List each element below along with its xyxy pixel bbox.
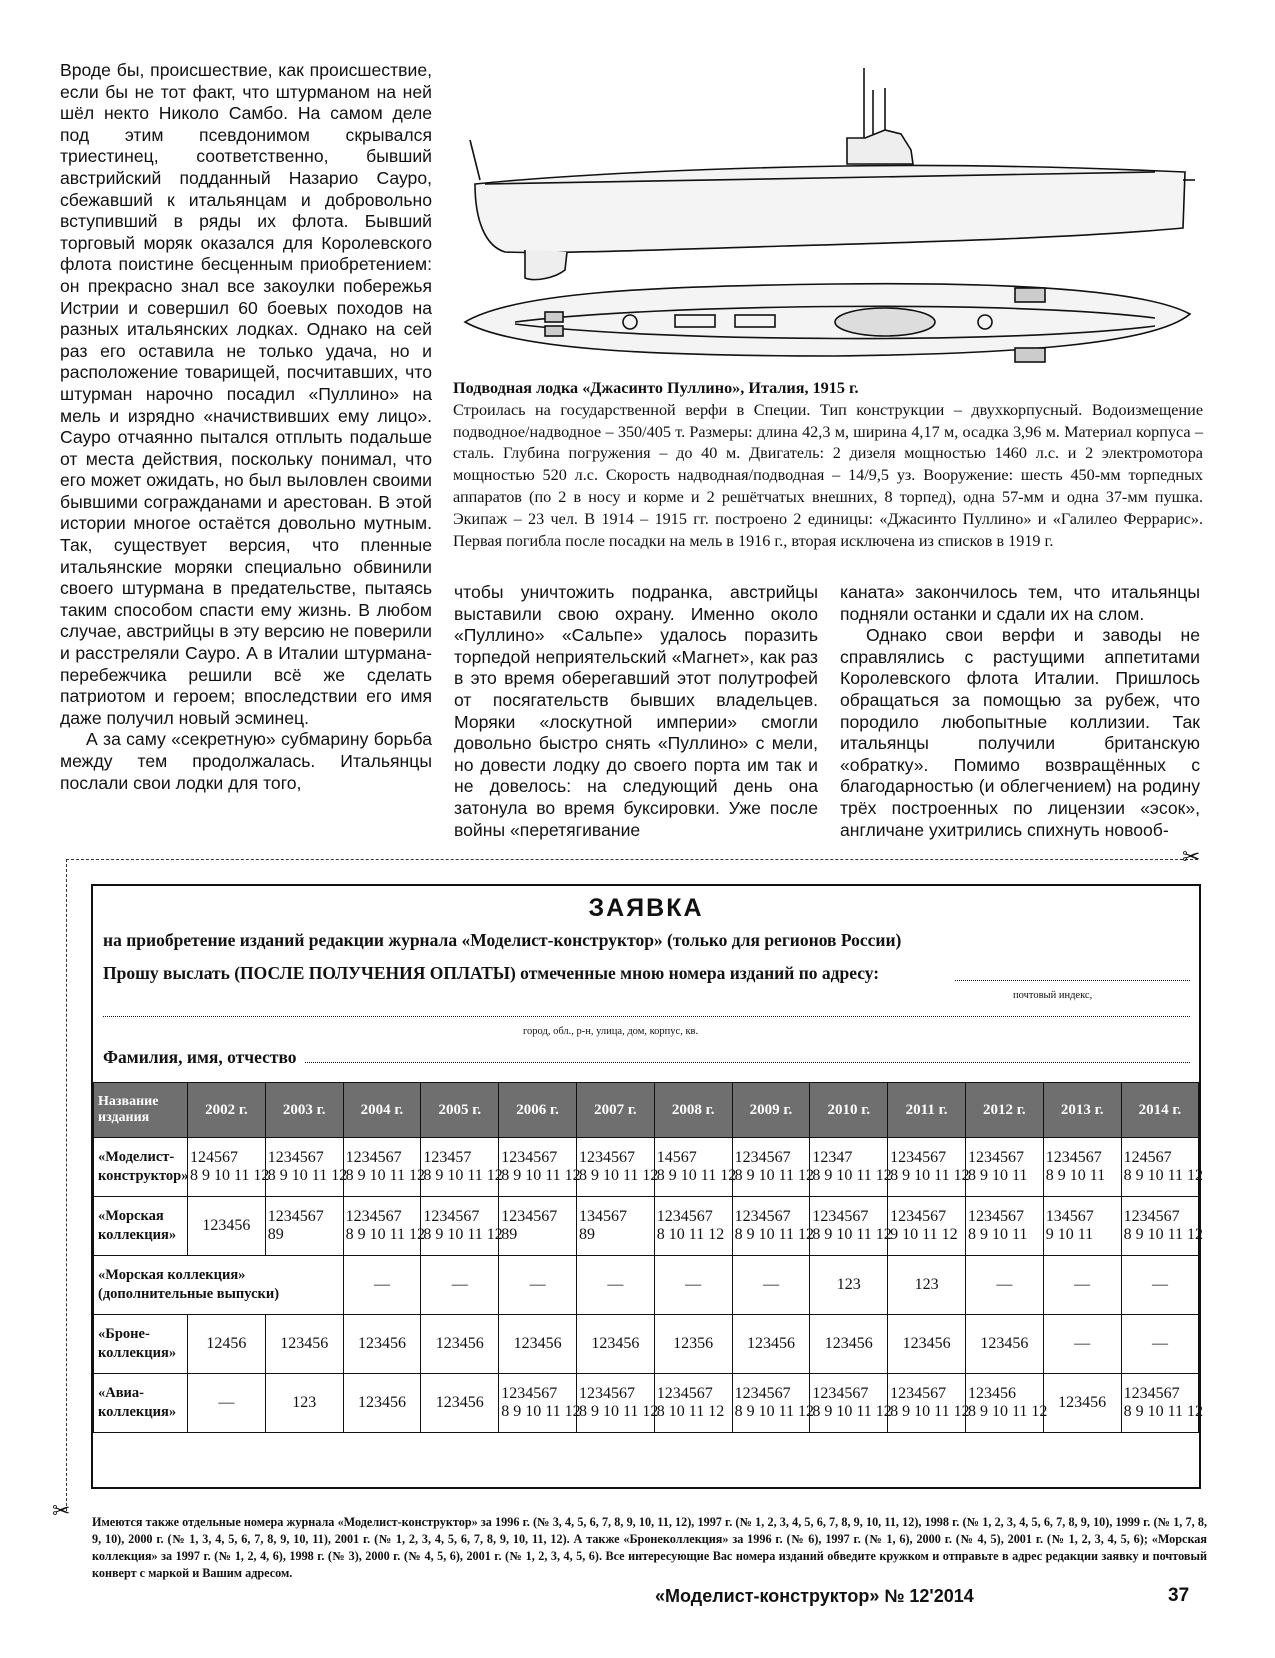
issue-numbers-line: 1234567 [578, 1385, 635, 1402]
issue-numbers-line: 1234567 [267, 1208, 324, 1225]
address-hint: город, обл., р-н, улица, дом, корпус, кв. [523, 1026, 699, 1037]
bow-rail [470, 140, 480, 180]
issue-cell[interactable] [810, 1374, 892, 1433]
issue-numbers-line: — [1074, 1276, 1091, 1293]
issue-numbers-line: — [451, 1276, 468, 1293]
issue-numbers-line: 8 9 10 11 12 [267, 1167, 348, 1184]
issue-numbers-line: 124567 [1123, 1149, 1172, 1166]
issue-numbers-line: 8 10 11 12 [656, 1403, 725, 1420]
issue-cell[interactable] [343, 1197, 425, 1256]
issue-cell[interactable] [810, 1138, 892, 1197]
issue-numbers-line: 8 9 10 11 12 [734, 1226, 814, 1243]
issue-numbers-line: 89 [267, 1226, 284, 1243]
header-year-cell: 2010 г. [810, 1083, 888, 1138]
issue-numbers-line: 14567 [656, 1149, 697, 1166]
issue-cell[interactable] [654, 1197, 732, 1256]
issue-cell[interactable] [343, 1315, 421, 1374]
header-name-cell: Название издания [94, 1083, 188, 1138]
issue-cell[interactable] [188, 1197, 266, 1256]
issue-numbers-line: 123456 [980, 1335, 1029, 1352]
header-year-cell: 2011 г. [888, 1083, 966, 1138]
order-request-text: Прошу выслать (ПОСЛЕ ПОЛУЧЕНИЯ ОПЛАТЫ) отмеченные мною номера изданий по адресу: [103, 963, 880, 983]
issue-cell[interactable] [421, 1138, 503, 1197]
issue-numbers-line: 8 9 10 11 12 [578, 1403, 659, 1420]
issue-numbers-line: 8 9 10 11 12 [345, 1167, 425, 1184]
header-year-cell: 2009 г. [732, 1083, 810, 1138]
header-year-cell: 2008 г. [654, 1083, 732, 1138]
issue-numbers-line: 8 9 10 11 12 [1123, 1226, 1203, 1243]
issue-cell[interactable] [654, 1138, 737, 1197]
issue-cell[interactable] [343, 1138, 425, 1197]
issue-numbers-line: 1234567 [1045, 1149, 1102, 1166]
scissors-icon: ✂ [52, 1498, 71, 1523]
issue-cell[interactable] [654, 1256, 732, 1315]
table-row [94, 1197, 1199, 1256]
issue-numbers-line: 8 9 10 11 12 [812, 1167, 892, 1184]
issue-numbers-line: — [373, 1276, 390, 1293]
issue-cell[interactable] [576, 1374, 659, 1433]
issue-cell[interactable] [654, 1315, 732, 1374]
issue-numbers-line: 8 9 10 11 12 [423, 1167, 503, 1184]
issue-numbers-line: 8 9 10 11 12 [345, 1226, 425, 1243]
issue-numbers-line: 123456 [357, 1335, 406, 1352]
issue-cell[interactable] [421, 1256, 499, 1315]
table-row [94, 1256, 1199, 1315]
issue-numbers-line: 123456 [902, 1335, 951, 1352]
issue-numbers-line: 1234567 [423, 1208, 480, 1225]
issue-cell[interactable] [188, 1138, 270, 1197]
issue-numbers-line: 134567 [578, 1208, 627, 1225]
issue-numbers-line: 123456 [591, 1335, 640, 1352]
header-year-cell: 2007 г. [576, 1083, 654, 1138]
issue-cell[interactable] [888, 1197, 966, 1256]
fio-field[interactable] [305, 1052, 1190, 1063]
issue-numbers-line: 8 9 10 11 12 [1123, 1167, 1203, 1184]
issue-numbers-line: 1234567 [734, 1385, 791, 1402]
issue-cell[interactable] [1121, 1374, 1203, 1433]
issue-cell[interactable] [732, 1256, 810, 1315]
issue-numbers-line: 123456 [513, 1335, 562, 1352]
issue-cell[interactable] [732, 1315, 810, 1374]
issue-numbers-line: 1234567 [812, 1208, 869, 1225]
issue-numbers-line: 1234567 [967, 1208, 1024, 1225]
issue-numbers-line: 8 9 10 11 12 [656, 1167, 737, 1184]
submarine-drawing [455, 60, 1195, 370]
issue-numbers-line: 8 9 10 11 12 [890, 1167, 970, 1184]
issue-numbers-line: 8 9 10 11 12 [967, 1403, 1048, 1420]
header-year-cell: 2012 г. [965, 1083, 1043, 1138]
top-plate-5 [1015, 288, 1045, 302]
issue-cell[interactable] [188, 1374, 266, 1433]
issue-numbers-line: 123456 [824, 1335, 873, 1352]
issue-cell[interactable] [265, 1315, 343, 1374]
issue-cell[interactable] [1121, 1197, 1203, 1256]
cut-line-horizontal [66, 859, 1198, 860]
header-year-cell: 2006 г. [499, 1083, 577, 1138]
article-column-middle [454, 582, 818, 841]
issue-numbers-line: 123456 [1058, 1394, 1107, 1411]
article-paragraph: Однако свои верфи и заводы не справлялись с растущими аппетитами Королевского флота Италии. Пришлось обращаться за помощью за рубеж, что породило любопытные коллизии. Так итальянцы получили британскую «обратку». Помимо возвращённых с благодарностью (и облегчением) на родину трёх построенных по лицензии «эсок», англичане ухитрились спихнуть новооб- [840, 625, 1200, 840]
issue-numbers-line: 1234567 [501, 1208, 558, 1225]
drawing-caption [453, 378, 1203, 552]
issue-numbers-line: 8 9 10 11 12 [890, 1403, 970, 1420]
postal-index-field[interactable] [955, 970, 1190, 981]
issue-numbers-line: 12347 [812, 1149, 853, 1166]
issue-numbers-line: — [607, 1276, 624, 1293]
issue-cell[interactable] [965, 1374, 1048, 1433]
issue-numbers-line: 9 10 11 [1045, 1226, 1094, 1243]
issue-numbers-line: 1234567 [1123, 1208, 1180, 1225]
issue-numbers-line: 1234567 [734, 1149, 791, 1166]
issue-cell[interactable] [576, 1256, 654, 1315]
publication-name-cell: «Броне-коллекция» [94, 1315, 188, 1374]
keel-fin [525, 250, 567, 280]
issue-numbers-line: 123456 [435, 1335, 484, 1352]
issue-numbers-line: 8 9 10 11 12 [812, 1403, 892, 1420]
issue-cell[interactable] [732, 1197, 814, 1256]
issue-cell[interactable] [1043, 1256, 1121, 1315]
issue-numbers-line: 123 [292, 1394, 317, 1411]
issue-numbers-line: — [1151, 1335, 1168, 1352]
issue-numbers-line: 123456 [280, 1335, 329, 1352]
article-paragraph: А за саму «секретную» субмарину борьба между тем продолжалась. Итальянцы послали свои лодки для того, [60, 729, 432, 793]
issue-numbers-line: — [1074, 1335, 1091, 1352]
article-paragraph: каната» закончилось тем, что итальянцы подняли останки и сдали их на слом. [840, 582, 1200, 624]
publication-name-cell: «Морская коллекция» (дополнительные выпуски) [94, 1256, 344, 1315]
issue-numbers-line: 134567 [1045, 1208, 1094, 1225]
issue-cell[interactable] [265, 1197, 343, 1256]
issue-numbers-line: 1234567 [812, 1385, 869, 1402]
issue-cell[interactable] [810, 1315, 888, 1374]
issue-cell[interactable] [421, 1197, 503, 1256]
issue-numbers-line: 1234567 [890, 1385, 947, 1402]
issue-cell[interactable] [1121, 1256, 1199, 1315]
issue-numbers-line: 8 9 10 11 12 [734, 1403, 814, 1420]
address-field[interactable] [103, 1006, 1190, 1017]
issue-cell[interactable] [499, 1197, 577, 1256]
header-year-cell: 2014 г. [1121, 1083, 1199, 1138]
issue-cell[interactable] [188, 1315, 266, 1374]
issue-cell[interactable] [499, 1315, 577, 1374]
issue-numbers-line: 1234567 [501, 1149, 558, 1166]
issue-cell[interactable] [499, 1256, 577, 1315]
issue-numbers-line: 89 [501, 1226, 518, 1243]
issue-cell[interactable] [499, 1374, 581, 1433]
issue-numbers-line: 1234567 [890, 1149, 947, 1166]
issue-numbers-line: 1234567 [578, 1149, 635, 1166]
issue-numbers-line: 1234567 [890, 1208, 947, 1225]
issue-numbers-line: 123456 [746, 1335, 795, 1352]
issue-cell[interactable] [965, 1138, 1043, 1197]
conning-tower [847, 130, 913, 164]
issue-numbers-line: 1234567 [345, 1149, 402, 1166]
top-tower [835, 308, 935, 336]
issue-numbers-line: 8 9 10 11 12 [734, 1167, 814, 1184]
issue-cell[interactable] [810, 1197, 892, 1256]
issue-numbers-line: 8 9 10 11 12 [812, 1226, 892, 1243]
issue-numbers-line: 8 9 10 11 12 [501, 1167, 581, 1184]
table-row [94, 1315, 1199, 1374]
issue-cell[interactable] [732, 1374, 814, 1433]
issue-cell[interactable] [1043, 1138, 1121, 1197]
caption-body: Строилась на государственной верфи в Специи. Тип конструкции – двухкорпусный. Водоизмещение подводное/надводное – 350/405 т. Размеры: длина 42,3 м, ширина 4,17 м, осадка 3,96 м. Материал корпуса – сталь. Глубина погружения – до 40 м. Двигатель: 2 дизеля мощностью 1460 л.с. и 2 электромотора мощностью 520 л.с. Скорость надводная/подводная – 14/9,5 уз. Вооружение: шесть 450-мм торпедных аппаратов (по 2 в носу и корме и 2 решётчатых внешних, 8 торпед), одна 57-мм и одна 37-мм пушка. Экипаж – 23 чел. В 1914 – 1915 гг. построено 2 единицы: «Джасинто Пуллино» и «Галилео Феррарис». Первая погибла после посадки на мель в 1916 г., вторая исключена из списков в 1919 г. [453, 400, 1203, 550]
issue-numbers-line: 9 10 11 12 [890, 1226, 958, 1243]
top-hull [465, 284, 1190, 356]
issue-numbers-line: 123456 [967, 1385, 1016, 1402]
article-column-right [840, 582, 1200, 841]
issue-cell[interactable] [732, 1138, 814, 1197]
order-form [91, 884, 1201, 1489]
issue-cell[interactable] [576, 1138, 659, 1197]
scissors-icon: ✂ [1182, 844, 1201, 869]
issue-cell[interactable] [888, 1256, 966, 1315]
issue-numbers-line: 124567 [190, 1149, 238, 1166]
issue-cell[interactable] [343, 1256, 421, 1315]
issue-numbers-line: 1234567 [267, 1149, 324, 1166]
top-plate-4 [545, 326, 563, 336]
issue-numbers-line: 12456 [206, 1335, 247, 1352]
issue-numbers-line: — [529, 1276, 546, 1293]
issue-cell[interactable] [888, 1315, 966, 1374]
issue-numbers-line: 89 [578, 1226, 595, 1243]
issue-cell[interactable] [576, 1315, 654, 1374]
issue-numbers-line: 1234567 [967, 1149, 1024, 1166]
issue-cell[interactable] [343, 1374, 421, 1433]
header-year-cell: 2003 г. [265, 1083, 343, 1138]
page-number: 37 [1168, 1585, 1190, 1606]
issue-numbers-line: 1234567 [1123, 1385, 1180, 1402]
table-row [94, 1138, 1199, 1197]
issue-cell[interactable] [810, 1256, 888, 1315]
orders-table [93, 1082, 1203, 1433]
publication-name-cell: «Авиа-коллекция» [94, 1374, 188, 1433]
issue-cell[interactable] [421, 1374, 499, 1433]
issue-numbers-line: 8 9 10 11 [967, 1226, 1028, 1243]
issue-numbers-line: — [1151, 1276, 1168, 1293]
magazine-footer: «Моделист-конструктор» № 12'2014 [655, 1586, 974, 1606]
publication-name-cell: «Морская коллекция» [94, 1197, 188, 1256]
order-title: ЗАЯВКА [588, 894, 704, 922]
issue-cell[interactable] [499, 1138, 581, 1197]
publication-name-cell: «Моделист-конструктор» [94, 1138, 188, 1197]
order-subtitle: на приобретение изданий редакции журнала «Моделист-конструктор» (только для регионов России) [103, 930, 902, 950]
article-paragraph: Вроде бы, происшествие, как происшествие, если бы не тот факт, что штурманом на ней шёл некто Николо Самбо. На самом деле под этим псевдонимом скрывался триестинец, соответственно, бывший австрийский подданный Назарио Сауро, сбежавший к итальянцам и добровольно вступивший в ряды их флота. Бывший торговый моряк оказался для Королевского флота поистине бесценным приобретением: он прекрасно знал все закоулки побережья Истрии и совершил 60 боевых походов на разных итальянских лодках. Однако на сей раз его оставила не только удача, но и расположение товарищей, посчитавших, что штурман нарочно посадил «Пуллино» на мель и изрядно «начиствивших ему лицо». Сауро отчаянно пытался отплыть подальше от места действия, поскольку понимал, что его может ожидать, но был выловлен своими бывшими согражданами и арестован. В этой истории многое остаётся довольно мутным. Так, существует версия, что пленные итальянские моряки специально обвинили своего штурмана в предательстве, пытаясь таким способом спасти ему жизнь. В любом случае, австрийцы в эту версию не поверили и расстреляли Сауро. А в Италии штурмана-перебежчика решили всё же сделать патриотом и героем; впоследствии его имя даже получил новый эсминец. [60, 60, 432, 728]
issue-numbers-line: 123 [914, 1276, 939, 1293]
issue-cell[interactable] [965, 1197, 1043, 1256]
issue-cell[interactable] [654, 1374, 732, 1433]
issue-cell[interactable] [1043, 1374, 1121, 1433]
issue-cell[interactable] [888, 1374, 970, 1433]
availability-note: Имеются также отдельные номера журнала «Моделист-конструктор» за 1996 г. (№ 3, 4, 5, 6, 7, 8, 9, 10, 11, 12), 1997 г. (№ 1, 2, 3, 4, 5, 6, 7, 8, 9, 10, 11, 12), 1998 г. (№ 1, 2, 3, 4, 5, 6, 7, 8, 9, 10), 1999 г. (№ 1, 7, 8, 9, 10), 2000 г. (№ 1, 3, 4, 5, 6, 7, 8, 9, 10, 11), 2001 г. (№ 1, 2, 3, 4, 5, 6, 7, 8, 9, 10, 11, 12). А также «Бронеколлекция» за 1996 г. (№ 6), 1997 г. (№ 1, 6), 2000 г. (№ 4, 5), 2001 г. (№ 1, 2, 3, 4, 5, 6); «Морская коллекция» за 1997 г. (№ 1, 2, 4, 6), 1998 г. (№ 3), 2000 г. (№ 4, 5, 6), 2001 г. (№ 1, 2, 3, 4, 5, 6). Все интересующие Вас номера изданий обведите кружком и отправьте в адрес редакции заявку и почтовый конверт с маркой и Вашим адресом. [92, 1515, 1207, 1580]
issue-numbers-line: 8 9 10 11 12 [423, 1226, 503, 1243]
header-year-cell: 2005 г. [421, 1083, 499, 1138]
caption-title: Подводная лодка «Джасинто Пуллино», Италия, 1915 г. [453, 379, 859, 397]
issue-cell[interactable] [1043, 1197, 1121, 1256]
header-year-cell: 2002 г. [188, 1083, 266, 1138]
top-plate-3 [545, 312, 563, 322]
issue-numbers-line: 12356 [673, 1335, 714, 1352]
header-year-cell: 2004 г. [343, 1083, 421, 1138]
issue-cell[interactable] [421, 1315, 499, 1374]
issue-cell[interactable] [265, 1374, 343, 1433]
issue-numbers-line: 8 9 10 11 [967, 1167, 1028, 1184]
table-header-row [94, 1083, 1199, 1138]
issue-numbers-line: — [996, 1276, 1013, 1293]
issue-numbers-line: 123457 [423, 1149, 472, 1166]
article-paragraph: чтобы уничтожить подранка, австрийцы выставили свою охрану. Именно около «Пуллино» «Сальпе» удалось поразить торпедой неприятельский «Магнет», как раз в это время оберегавший этот полутрофей от посягательств бывших владельцев. Моряки «лоскутной империи» смогли довольно быстро снять «Пуллино» с мели, но довести лодку до своего порта им так и не довелось: на следующий день она затонула во время буксировки. Уже после войны «перетягивание [454, 582, 818, 840]
issue-cell[interactable] [265, 1138, 348, 1197]
header-year-cell: 2013 г. [1043, 1083, 1121, 1138]
issue-numbers-line: — [218, 1394, 235, 1411]
issue-numbers-line: 8 9 10 11 12 [1123, 1403, 1203, 1420]
issue-cell[interactable] [965, 1256, 1043, 1315]
issue-cell[interactable] [576, 1197, 654, 1256]
table-row [94, 1374, 1199, 1433]
issue-numbers-line: 8 9 10 11 12 [578, 1167, 659, 1184]
article-column-left [60, 60, 432, 794]
issue-numbers-line: 8 10 11 12 [656, 1226, 725, 1243]
cut-line-vertical [66, 859, 67, 1511]
issue-numbers-line: 123456 [202, 1217, 251, 1234]
issue-cell[interactable] [1121, 1315, 1199, 1374]
fio-label: Фамилия, имя, отчество [103, 1047, 297, 1067]
issue-numbers-line: 123456 [435, 1394, 484, 1411]
issue-numbers-line: 123456 [357, 1394, 406, 1411]
issue-numbers-line: 1234567 [656, 1385, 713, 1402]
issue-cell[interactable] [1043, 1315, 1121, 1374]
issue-cell[interactable] [1121, 1138, 1203, 1197]
issue-numbers-line: 1234567 [734, 1208, 791, 1225]
issue-numbers-line: — [762, 1276, 779, 1293]
issue-cell[interactable] [888, 1138, 970, 1197]
issue-numbers-line: 8 9 10 11 12 [190, 1167, 270, 1184]
postal-index-hint: почтовый индекс, [1013, 990, 1093, 1001]
issue-cell[interactable] [965, 1315, 1043, 1374]
issue-numbers-line: 123 [836, 1276, 861, 1293]
top-plate-6 [1015, 348, 1045, 362]
issue-numbers-line: 1234567 [656, 1208, 713, 1225]
issue-numbers-line: 8 9 10 11 12 [501, 1403, 581, 1420]
issue-numbers-line: 1234567 [501, 1385, 558, 1402]
issue-numbers-line: 8 9 10 11 [1045, 1167, 1106, 1184]
issue-numbers-line: — [685, 1276, 702, 1293]
issue-numbers-line: 1234567 [345, 1208, 402, 1225]
